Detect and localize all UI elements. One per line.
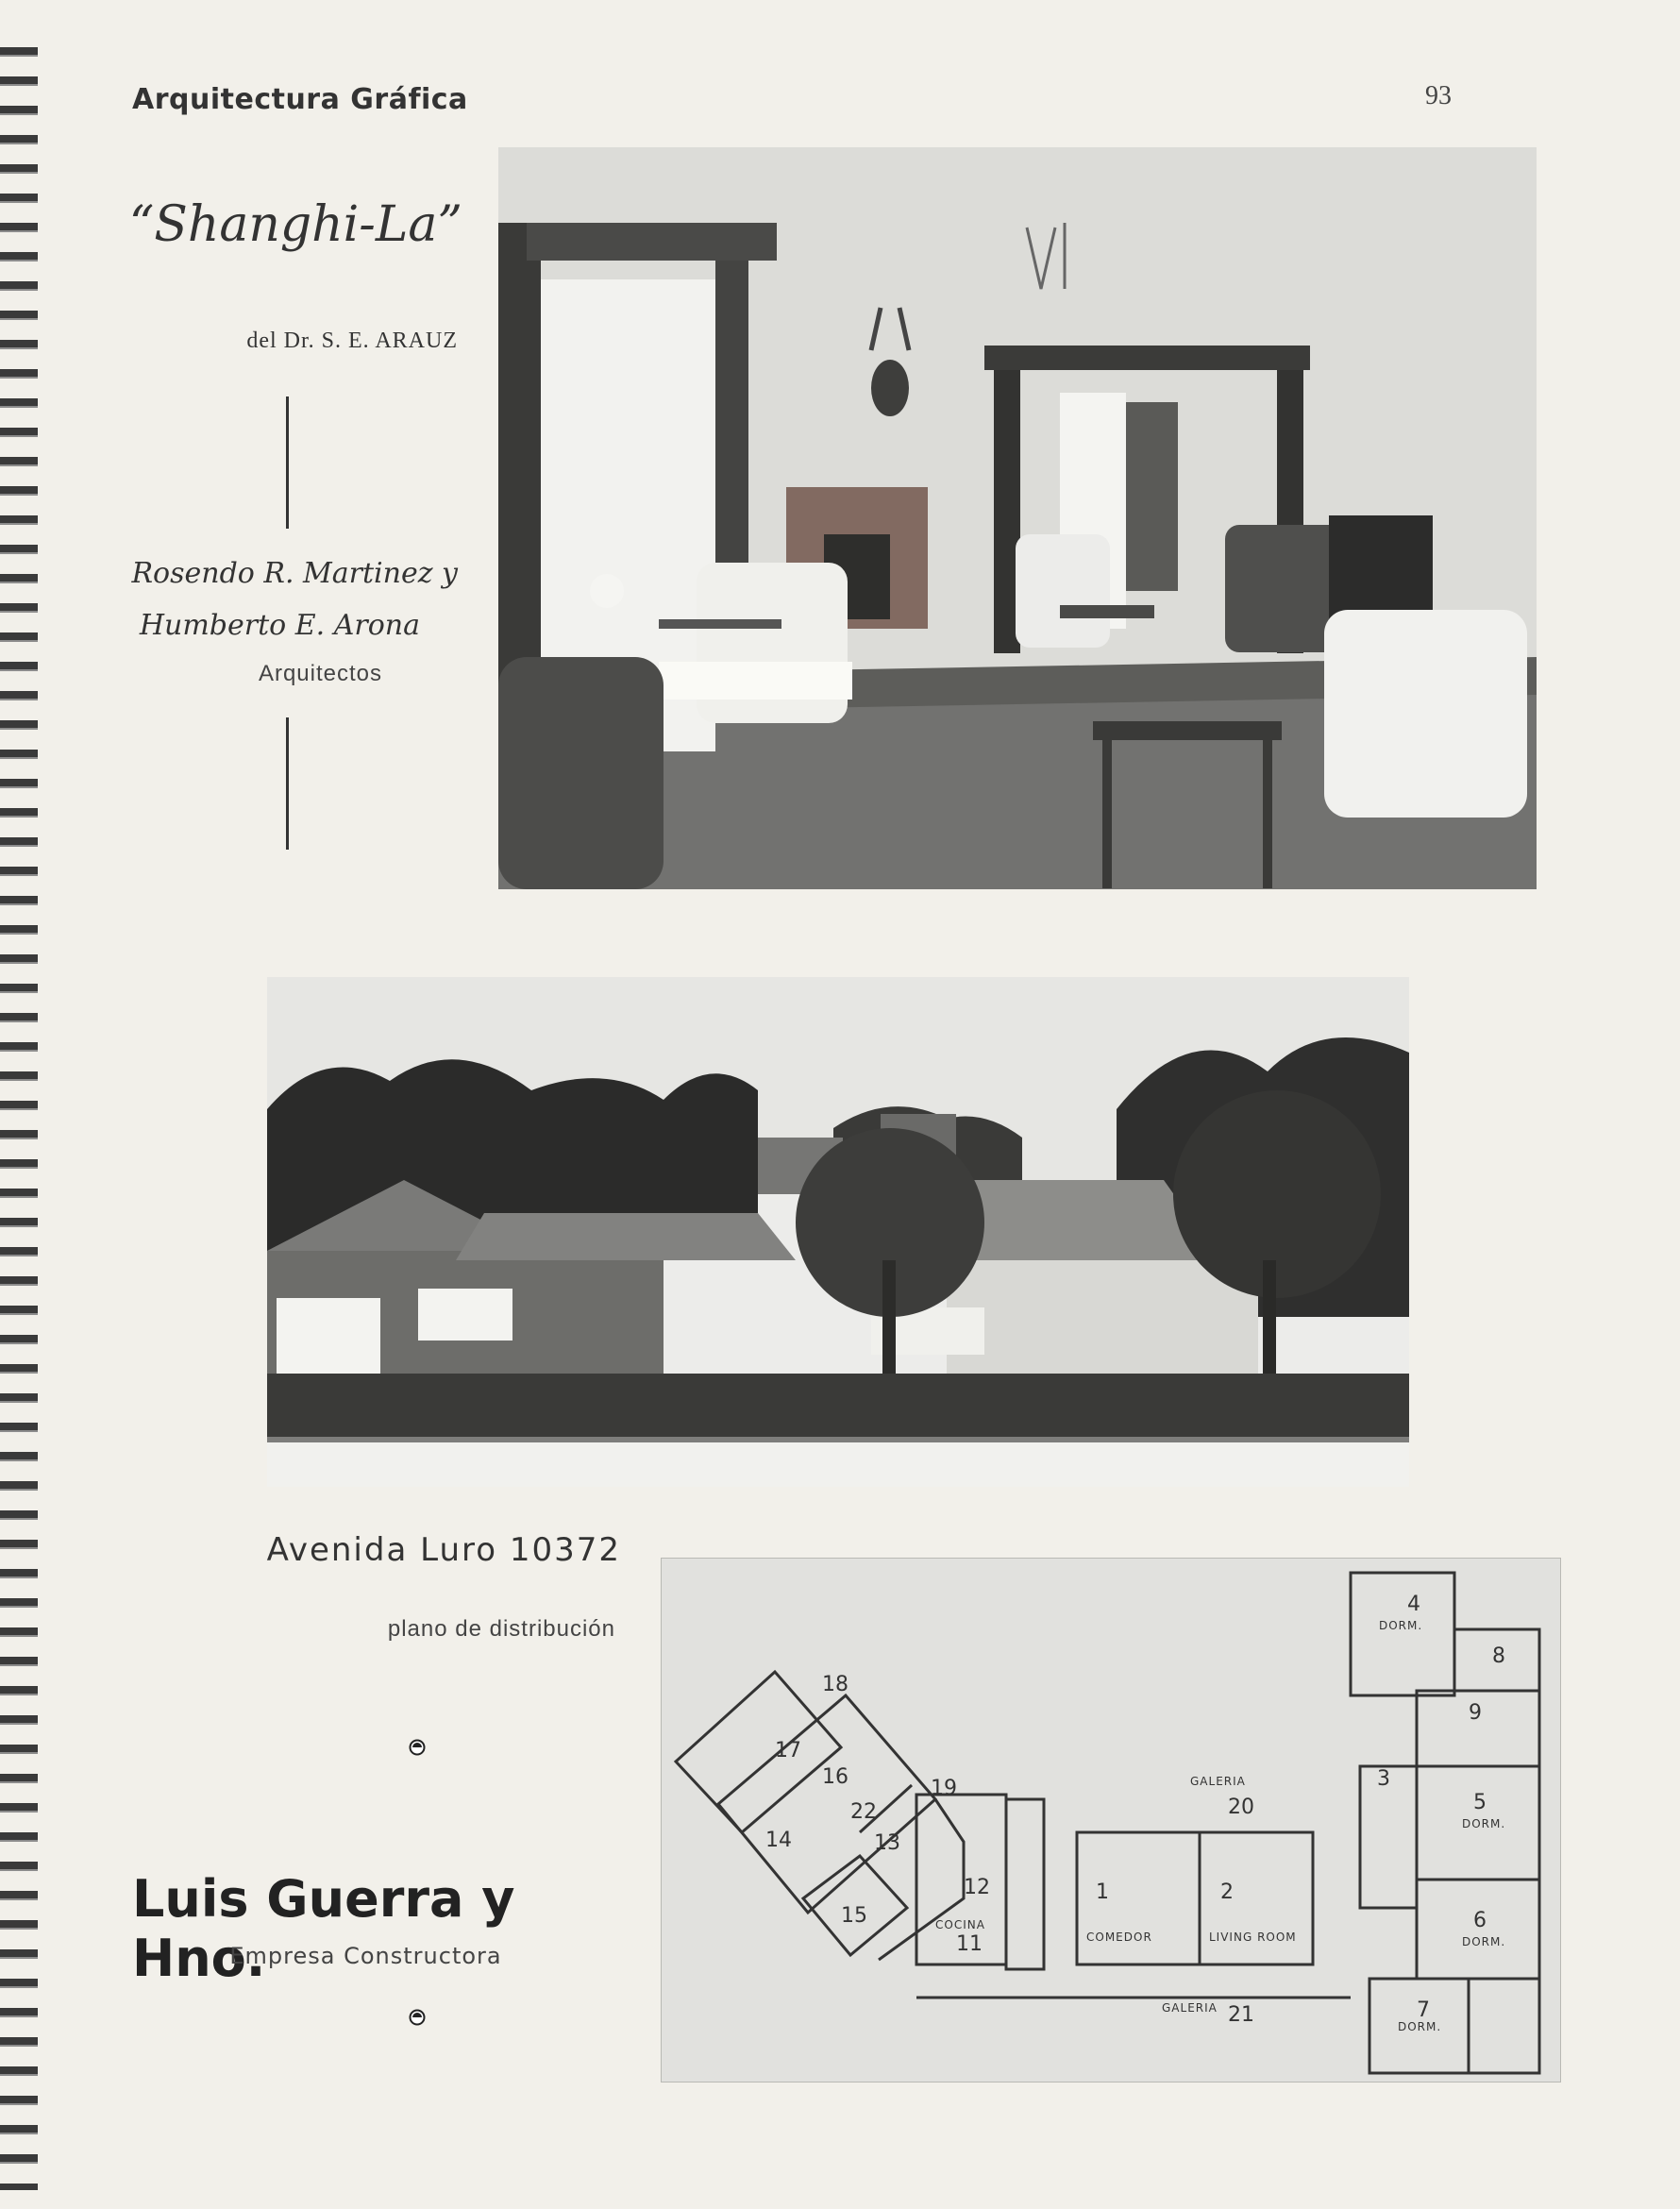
room-20-name: GALERIA xyxy=(1190,1775,1246,1788)
room-3-label: 3 xyxy=(1377,1767,1390,1791)
bullet-icon xyxy=(409,1739,426,1756)
bullet-icon xyxy=(409,2009,426,2026)
room-6-name: DORM. xyxy=(1462,1935,1506,1948)
room-22-label: 22 xyxy=(850,1800,877,1824)
architect-line-1: Rosendo R. Martinez y xyxy=(131,557,458,590)
room-7-label: 7 xyxy=(1417,1998,1430,2022)
house-title: “Shanghi-La” xyxy=(128,196,462,253)
divider-line-top xyxy=(286,396,289,529)
room-5-label: 5 xyxy=(1473,1791,1487,1814)
room-14-label: 14 xyxy=(765,1829,792,1852)
room-21-label: 21 xyxy=(1228,2003,1254,2027)
room-1-label: 1 xyxy=(1096,1880,1109,1904)
journal-header: Arquitectura Gráfica xyxy=(132,83,468,116)
room-11-label: 11 xyxy=(956,1932,983,1956)
room-1-name: COMEDOR xyxy=(1086,1931,1152,1944)
room-4-name: DORM. xyxy=(1379,1619,1423,1632)
room-6-label: 6 xyxy=(1473,1909,1487,1932)
living-room-photo xyxy=(498,147,1537,889)
page-number: 93 xyxy=(1425,81,1452,110)
floor-plan-drawing xyxy=(662,1559,1560,2082)
owner-line: del Dr. S. E. ARAUZ xyxy=(246,329,458,353)
room-19-label: 19 xyxy=(931,1777,957,1800)
room-8-label: 8 xyxy=(1492,1644,1505,1668)
room-9-label: 9 xyxy=(1469,1701,1482,1725)
room-13-label: 13 xyxy=(874,1831,900,1855)
room-2-label: 2 xyxy=(1220,1880,1234,1904)
room-12-label: 12 xyxy=(964,1876,990,1899)
plan-label: plano de distribución xyxy=(387,1616,615,1642)
room-4-label: 4 xyxy=(1407,1593,1420,1616)
room-7-name: DORM. xyxy=(1398,2020,1442,2033)
room-17-label: 17 xyxy=(775,1739,801,1762)
room-5-name: DORM. xyxy=(1462,1817,1506,1830)
room-20-label: 20 xyxy=(1228,1796,1254,1819)
binding-edge xyxy=(38,38,57,2190)
address: Avenida Luro 10372 xyxy=(266,1531,621,1569)
room-16-label: 16 xyxy=(822,1765,848,1789)
floor-plan xyxy=(661,1558,1561,2083)
architect-line-2: Humberto E. Arona xyxy=(139,609,420,642)
room-15-label: 15 xyxy=(841,1904,867,1928)
divider-line-bottom xyxy=(286,717,289,850)
builder-name: Luis Guerra y Hno. xyxy=(132,1869,515,1988)
room-21-name: GALERIA xyxy=(1162,2001,1218,2015)
room-11-name: COCINA xyxy=(935,1918,985,1931)
room-2-name: LIVING ROOM xyxy=(1209,1931,1297,1944)
room-18-label: 18 xyxy=(822,1673,848,1696)
builder-role: Empresa Constructora xyxy=(229,1943,502,1969)
house-exterior-photo xyxy=(267,977,1409,1487)
architects-role: Arquitectos xyxy=(258,661,382,686)
